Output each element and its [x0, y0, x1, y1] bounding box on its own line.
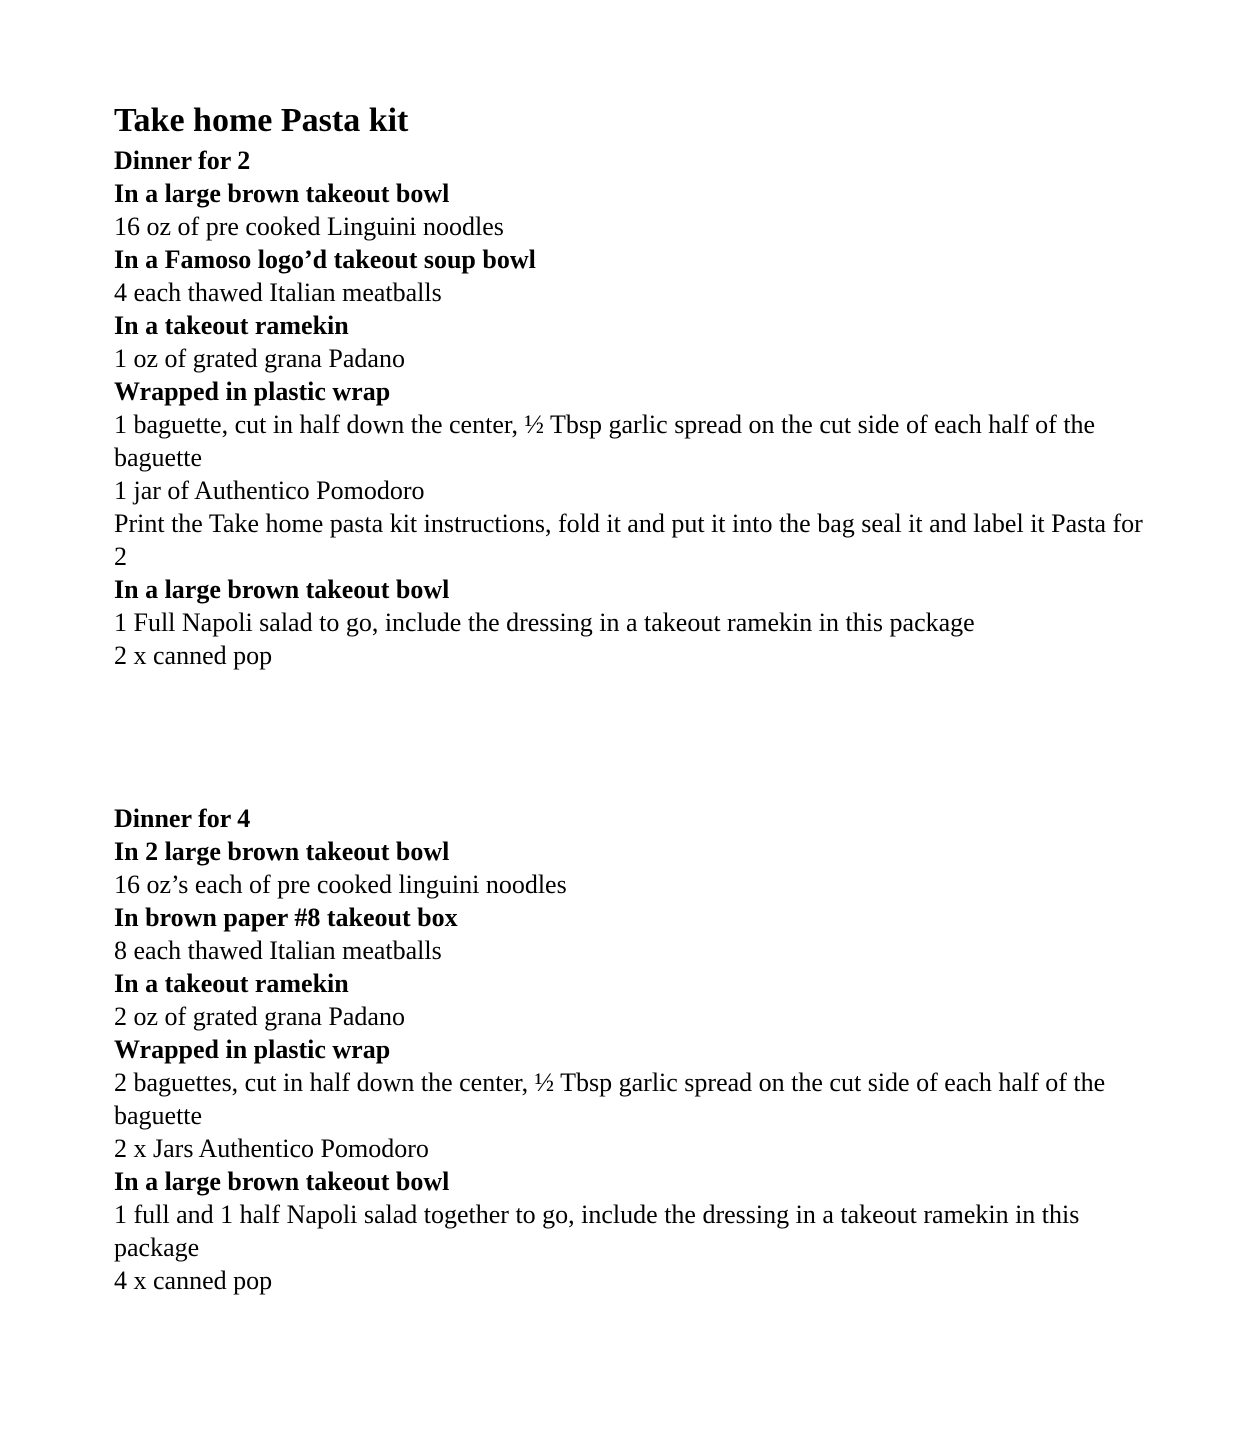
instruction-line: 2 oz of grated grana Padano [114, 1002, 405, 1031]
instruction-heading: Wrapped in plastic wrap [114, 1035, 391, 1064]
document-section-dinner-for-4 [114, 802, 1154, 1297]
instruction-line: 4 x canned pop [114, 1266, 273, 1295]
instruction-line: 1 jar of Authentico Pomodoro [114, 476, 425, 505]
section-heading-dinner-for-4: Dinner for 4 [114, 804, 251, 833]
instruction-line: 2 x canned pop [114, 641, 273, 670]
instruction-line: 4 each thawed Italian meatballs [114, 278, 442, 307]
instruction-line: 2 x Jars Authentico Pomodoro [114, 1134, 429, 1163]
instruction-line: 1 full and 1 half Napoli salad together to go, include the dressing in a takeout ramekin in this package [114, 1200, 1080, 1262]
document-title: Take home Pasta kit [114, 102, 409, 139]
instruction-heading: In a large brown takeout bowl [114, 575, 450, 604]
instruction-heading: In a Famoso logo’d takeout soup bowl [114, 245, 536, 274]
instruction-line: 8 each thawed Italian meatballs [114, 936, 442, 965]
instruction-heading: In brown paper #8 takeout box [114, 903, 458, 932]
instruction-heading: Wrapped in plastic wrap [114, 377, 391, 406]
instruction-heading: In a large brown takeout bowl [114, 1167, 450, 1196]
dinner-for-2-lines [114, 177, 1154, 672]
instruction-heading: In a takeout ramekin [114, 311, 349, 340]
instruction-heading: In 2 large brown takeout bowl [114, 837, 450, 866]
instruction-line: 16 oz’s each of pre cooked linguini noodles [114, 870, 567, 899]
instruction-heading: In a large brown takeout bowl [114, 179, 450, 208]
instruction-line: 16 oz of pre cooked Linguini noodles [114, 212, 504, 241]
document-section-dinner-for-2 [114, 100, 1154, 672]
instruction-heading: In a takeout ramekin [114, 969, 349, 998]
instruction-line: 1 baguette, cut in half down the center, ½ Tbsp garlic spread on the cut side of each half of the baguette [114, 410, 1096, 472]
section-heading-dinner-for-2: Dinner for 2 [114, 146, 251, 175]
instruction-line: 1 oz of grated grana Padano [114, 344, 405, 373]
instruction-line: Print the Take home pasta kit instructions, fold it and put it into the bag seal it and label it Pasta for 2 [114, 509, 1143, 571]
dinner-for-4-lines [114, 835, 1154, 1297]
instruction-line: 2 baguettes, cut in half down the center, ½ Tbsp garlic spread on the cut side of each half of the baguette [114, 1068, 1106, 1130]
instruction-line: 1 Full Napoli salad to go, include the dressing in a takeout ramekin in this package [114, 608, 975, 637]
